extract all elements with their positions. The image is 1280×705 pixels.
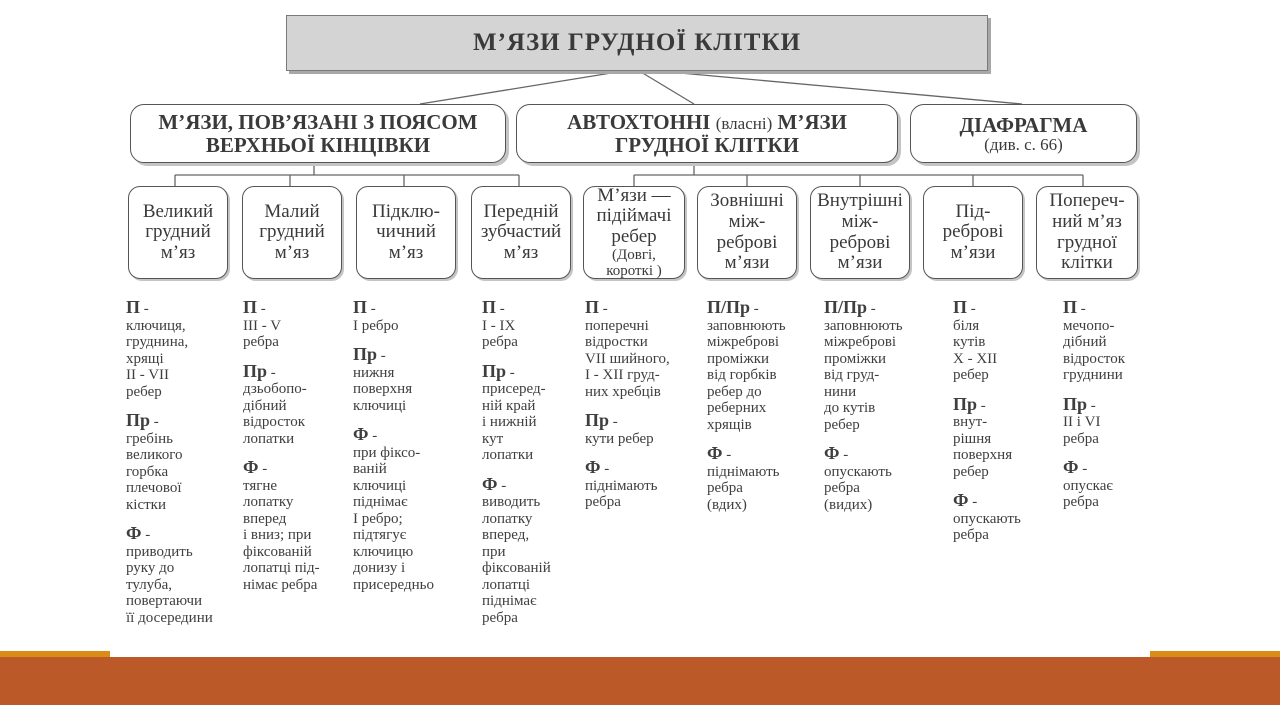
category-autochthonous-word2: М’ЯЗИ (777, 110, 847, 135)
muscle-box-internal-intercostal: Внутрішні між- реброві м’язи (810, 186, 910, 279)
origin-entry: П - ключиця, груднина, хрящі II - VII ребер (126, 299, 238, 400)
function-text: опускають ребра (953, 510, 1021, 543)
category-upper-limb-line2: ВЕРХНЬОЇ КІНЦІВКИ (205, 132, 431, 157)
function-key: Ф (953, 490, 969, 510)
origin-entry: П - мечопо- дібний відросток груднини (1063, 299, 1147, 384)
description-column-6 (707, 299, 807, 525)
insertion-key: Пр (1063, 393, 1088, 414)
function-key: Ф (482, 473, 498, 494)
category-diaphragm (910, 104, 1137, 163)
function-text: приводить руку до тулуба, повертаючи її досередини (126, 543, 213, 626)
insertion-entry: Пр - кути ребер (585, 412, 697, 447)
muscle-box-levatores-costarum (583, 186, 685, 279)
muscle-levatores-name: М’язи — підіймачі ребер (596, 184, 672, 247)
insertion-entry: Пр - II і VI ребра (1063, 396, 1147, 448)
origin-insertion-text: заповнюють міжреброві проміжки від груд- нини до кутів ребер (824, 317, 903, 433)
function-key: Ф (353, 424, 369, 444)
description-column-3 (353, 299, 465, 605)
insertion-text: II і VI ребра (1063, 414, 1101, 447)
function-text: при фіксо- ваній ключиці піднімає I ребро; підтягує ключицю донизу і присередньо (353, 444, 435, 593)
insertion-key: Пр (126, 410, 151, 430)
origin-entry: П - I - IX ребра (482, 299, 580, 351)
origin-insertion-key: П/Пр (707, 297, 751, 317)
function-key: Ф (824, 443, 840, 463)
function-entry: Ф - виводить лопатку вперед, при фіксованій лопатці піднімає ребра (482, 476, 580, 627)
origin-entry: П - I ребро (353, 299, 465, 334)
origin-entry: П - поперечні відростки VII шийного, I - XII груд- них хребців (585, 299, 697, 400)
insertion-entry: Пр - дзьобопо- дібний відросток лопатки (243, 363, 347, 448)
category-upper-limb-girdle (130, 104, 506, 163)
function-text: опускає ребра (1063, 477, 1113, 510)
origin-insertion-entry: П/Пр - заповнюють міжреброві проміжки від груд- нини до кутів ребер (824, 299, 924, 433)
function-entry: Ф - приводить руку до тулуба, повертаючи її досередини (126, 525, 238, 626)
origin-entry: П - III - V ребра (243, 299, 347, 351)
origin-key: П (126, 297, 141, 317)
muscle-levatores-note: (Довгі, короткі ) (606, 247, 662, 280)
function-text: піднімають ребра (585, 477, 658, 510)
description-column-2 (243, 299, 347, 605)
insertion-text: нижня поверхня ключиці (353, 364, 413, 414)
muscle-box-serratus-anterior: Передній зубчастий м’яз (471, 186, 571, 279)
origin-key: П (1063, 297, 1078, 317)
function-entry: Ф - опускають ребра (видих) (824, 445, 924, 513)
origin-key: П (482, 297, 497, 317)
muscle-box-transversus-thoracis: Попереч- ний м’яз грудної клітки (1036, 186, 1138, 279)
origin-text: III - V ребра (243, 317, 282, 350)
description-column-4 (482, 299, 580, 638)
category-autochthonous-line1 (567, 111, 847, 133)
function-key: Ф (243, 457, 259, 477)
insertion-entry: Пр - внут- рішня поверхня ребер (953, 396, 1049, 481)
muscle-box-subclavius: Підклю- чичний м’яз (356, 186, 456, 279)
function-text: виводить лопатку вперед, при фіксованій лопатці піднімає ребра (482, 494, 551, 626)
function-key: Ф (707, 443, 723, 463)
function-text: опускають ребра (видих) (824, 463, 892, 513)
insertion-entry: Пр - присеред- ній край і нижній кут лопатки (482, 363, 580, 464)
insertion-entry: Пр - гребінь великого горбка плечової кістки (126, 412, 238, 513)
function-entry: Ф - опускає ребра (1063, 459, 1147, 511)
origin-key: П (953, 297, 968, 317)
insertion-entry: Пр - нижня поверхня ключиці (353, 346, 465, 414)
origin-text: поперечні відростки VII шийного, I - XII груд- них хребців (585, 317, 670, 400)
category-autochthonous (516, 104, 898, 163)
function-entry: Ф - при фіксо- ваній ключиці піднімає I ребро; підтягує ключицю донизу і присередньо (353, 426, 465, 593)
description-column-8 (953, 299, 1049, 556)
description-column-9 (1063, 299, 1147, 523)
insertion-key: Пр (353, 344, 378, 364)
origin-insertion-text: заповнюють міжреброві проміжки від горбків ребер до реберних хрящів (707, 317, 786, 433)
insertion-text: внут- рішня поверхня ребер (953, 414, 1013, 480)
origin-text: біля кутів X - XII ребер (953, 317, 998, 383)
muscle-box-pectoralis-minor: Малий грудний м’яз (242, 186, 342, 279)
insertion-key: Пр (953, 393, 978, 414)
muscle-box-external-intercostal: Зовнішні між- реброві м’язи (697, 186, 797, 279)
origin-key: П (585, 297, 600, 317)
function-entry: Ф - опускають ребра (953, 492, 1049, 544)
insertion-text: присеред- ній край і нижній кут лопатки (482, 381, 546, 463)
insertion-key: Пр (585, 410, 610, 430)
function-entry: Ф - тягне лопатку вперед і вниз; при фіксованій лопатці під- німає ребра (243, 459, 347, 593)
muscle-box-subcostal: Під- реброві м’язи (923, 186, 1023, 279)
function-text: тягне лопатку вперед і вниз; при фіксованій лопатці під- німає ребра (243, 477, 320, 593)
insertion-text: дзьобопо- дібний відросток лопатки (243, 381, 307, 447)
origin-key: П (353, 297, 368, 317)
function-entry: Ф - піднімають ребра (585, 459, 697, 511)
description-column-1 (126, 299, 238, 638)
function-key: Ф (126, 523, 142, 543)
category-upper-limb-line1: М’ЯЗИ, ПОВ’ЯЗАНІ З ПОЯСОМ (158, 110, 478, 135)
category-autochthonous-word1: АВТОХТОННІ (567, 110, 711, 135)
origin-insertion-key: П/Пр (824, 297, 868, 317)
insertion-key: Пр (482, 360, 507, 381)
description-column-5 (585, 299, 697, 523)
origin-insertion-entry: П/Пр - заповнюють міжреброві проміжки від горбків ребер до реберних хрящів (707, 299, 807, 433)
insertion-key: Пр (243, 360, 268, 381)
function-entry: Ф - піднімають ребра (вдих) (707, 445, 807, 513)
footer-band (0, 657, 1280, 705)
category-diaphragm-line1: ДІАФРАГМА (959, 112, 1088, 137)
insertion-text: гребінь великого горбка плечової кістки (126, 430, 183, 513)
origin-text: I ребро (353, 317, 399, 334)
muscle-box-pectoralis-major: Великий грудний м’яз (128, 186, 228, 279)
origin-text: ключиця, груднина, хрящі II - VII ребер (126, 317, 189, 400)
category-autochthonous-line2: ГРУДНОЇ КЛІТКИ (614, 132, 800, 157)
description-column-7 (824, 299, 924, 525)
origin-entry: П - біля кутів X - XII ребер (953, 299, 1049, 384)
category-diaphragm-reference: (див. с. 66) (984, 134, 1063, 154)
page-title: М’ЯЗИ ГРУДНОЇ КЛІТКИ (286, 15, 988, 71)
origin-key: П (243, 297, 258, 317)
function-key: Ф (585, 457, 601, 477)
category-autochthonous-note: (власні) (715, 114, 773, 134)
function-text: піднімають ребра (вдих) (707, 463, 780, 513)
insertion-text: кути ребер (585, 430, 654, 447)
function-key: Ф (1063, 457, 1079, 477)
origin-text: I - IX ребра (482, 317, 518, 350)
origin-text: мечопо- дібний відросток груднини (1063, 317, 1126, 383)
